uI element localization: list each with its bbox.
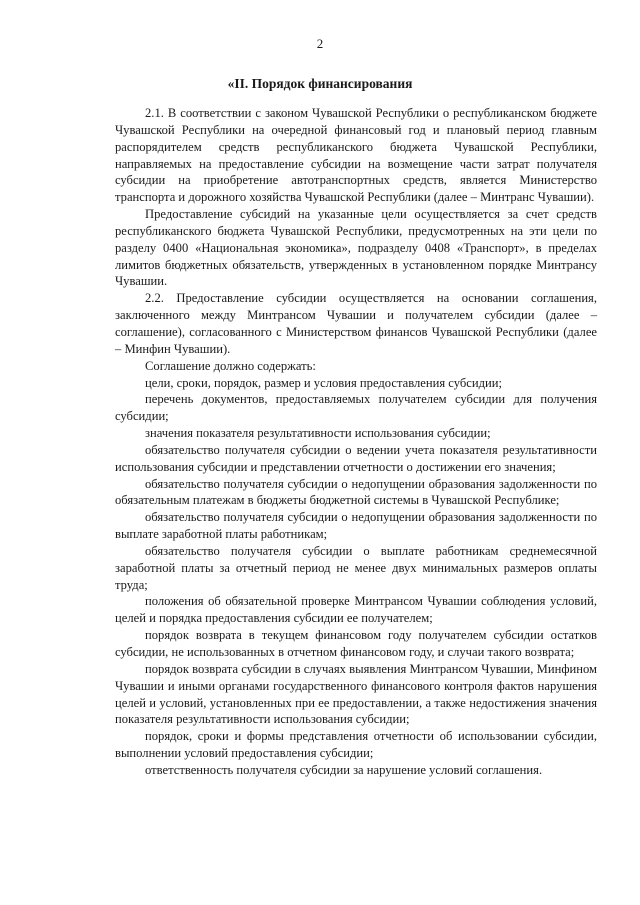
list-item: цели, сроки, порядок, размер и условия предоставления субсидии; bbox=[145, 375, 502, 390]
paragraph-funding-source: Предоставление субсидий на указанные цели осуществляется за счет средств республиканского бюджета Чувашской Республики, предусмотренных на эти цели по разделу 0400 «Национальная экономика», подразделу 0408 «Транспорт», в пределах лимитов бюджетных обязательств, утвержденных в установленном порядке Минтрансу Чувашии. bbox=[115, 207, 597, 289]
list-item: перечень документов, предоставляемых получателем субсидии для получения субсидии; bbox=[115, 392, 597, 424]
paragraph-2-2: 2.2. Предоставление субсидии осуществляется на основании соглашения, заключенного между Минтрансом Чувашии и получателем субсидии (далее – соглашение), согласованного с Министерством финансов Чувашской Республики (далее – Минфин Чувашии). bbox=[115, 291, 597, 356]
list-item: порядок возврата в текущем финансовом году получателем субсидии остатков субсидии, не использованных в отчетном финансовом году, и случаи такого возврата; bbox=[115, 628, 597, 659]
list-item: обязательство получателя субсидии о ведении учета показателя результативности использования субсидии и представлении отчетности о достижении его значения; bbox=[115, 442, 597, 474]
paragraph-agreement-intro: Соглашение должно содержать: bbox=[145, 358, 316, 373]
section-title: «II. Порядок финансирования bbox=[227, 76, 413, 91]
list-item: положения об обязательной проверке Минтрансом Чувашии соблюдения условий, целей и порядка предоставления субсидии ее получателем; bbox=[115, 594, 597, 626]
document-body bbox=[115, 105, 597, 779]
list-item: обязательство получателя субсидии о недопущении образования задолженности по выплате заработной платы работникам; bbox=[115, 510, 597, 542]
list-item: порядок, сроки и формы представления отчетности об использовании субсидии, выполнении условий предоставления субсидии; bbox=[115, 729, 597, 761]
paragraph-2-1: 2.1. В соответствии с законом Чувашской Республики о республиканском бюджете Чувашской Республики на очередной финансовый год и плановый период главным распорядителем средств республиканского бюджета Чувашской Республики, направляемых на предоставление субсидии на возмещение части затрат получателя субсидии на приобретение автотранспортных средств, является Министерство транспорта и дорожного хозяйства Чувашской Республики (далее – Минтранс Чувашии). bbox=[115, 106, 597, 205]
list-item: порядок возврата субсидии в случаях выявления Минтрансом Чувашии, Минфином Чувашии и иными органами государственного финансового контроля фактов нарушения целей и условий, установленных при ее предоставлении, а также недостижения значения показателя результативности использования субсидии; bbox=[115, 661, 597, 727]
list-item: значения показателя результативности использования субсидии; bbox=[145, 426, 491, 441]
page-number: 2 bbox=[316, 36, 324, 51]
list-item: обязательство получателя субсидии о выплате работникам среднемесячной заработной платы за отчетный период не менее двух минимальных размеров оплаты труда; bbox=[115, 543, 597, 592]
list-item: обязательство получателя субсидии о недопущении образования задолженности по обязательным платежам в бюджеты бюджетной системы в Чувашской Республике; bbox=[115, 476, 597, 508]
list-item: ответственность получателя субсидии за нарушение условий соглашения. bbox=[145, 762, 543, 777]
